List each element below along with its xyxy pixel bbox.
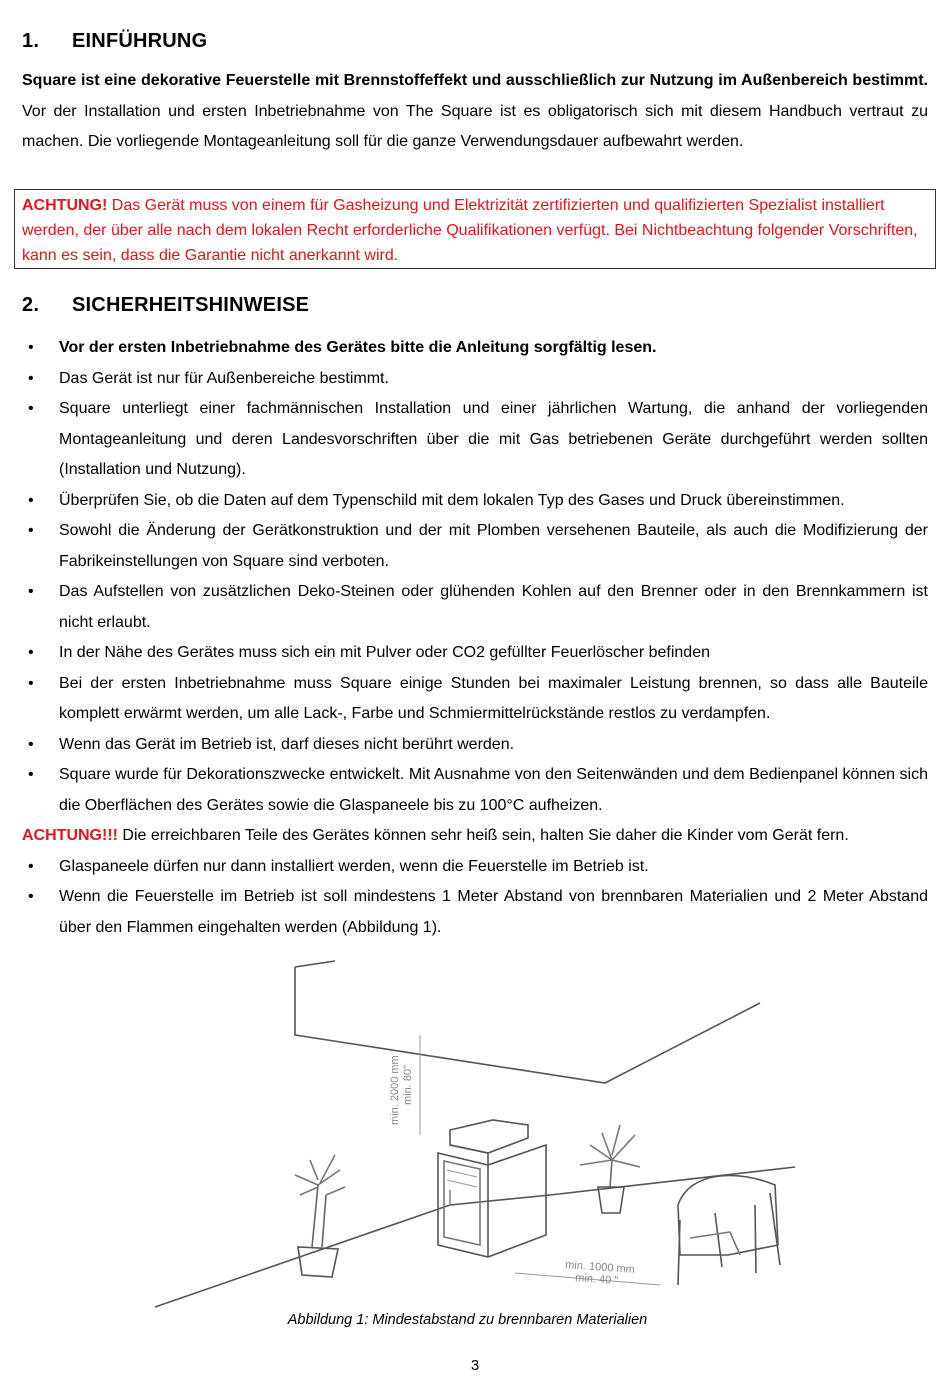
bullet-icon: • [28,766,34,783]
list-item: • Das Gerät ist nur für Außenbereiche bestimmt. [22,364,928,395]
list-item: • In der Nähe des Gerätes muss sich ein mit Pulver oder CO2 gefüllter Feuerlöscher befinden [22,638,928,669]
list-item: • Square wurde für Dekorationszwecke entwickelt. Mit Ausnahme von den Seitenwänden und dem Bedienpanel können sich die Oberflächen des Gerätes sowie die Glaspaneele bis zu 100°C aufheizen. [22,760,928,821]
warning-text: Das Gerät muss von einem für Gasheizung und Elektrizität zertifizierten und qualifizierten Spezialist installiert werden, der über alle nach dem lokalen Recht erforderliche Qualifikationen verfügt. Bei Nichtbeachtung folgender Vorschriften, kann es sein, dass die Garantie nicht anerkannt wird. [22,197,918,264]
bullet-icon: • [28,491,34,509]
vertical-dimension-mm: min. 2000 mm [389,1055,401,1125]
bullet-icon: • [28,888,34,905]
list-item: • Square unterliegt einer fachmännischen Installation und einer jährlichen Wartung, die anhand der vorliegenden Montageanleitung und deren Landesvorschriften über die mit Gas betriebenen Geräte durchgeführt werden sollten (Installation und Nutzung). [22,394,928,486]
list-item: • Das Aufstellen von zusätzlichen Deko-Steinen oder glühenden Kohlen auf den Brenner oder in den Brennkammern ist nicht erlaubt. [22,577,928,638]
safety-list [22,333,928,943]
section-2-heading [22,294,309,317]
list-item: • Sowohl die Änderung der Gerätkonstruktion und der mit Plomben versehenen Bauteile, als auch die Modifizierung der Fabrikeinstellungen von Square sind verboten. [22,516,928,577]
warning-label: ACHTUNG! [22,197,108,214]
list-item: • Glaspaneele dürfen nur dann installiert werden, wenn die Feuerstelle im Betrieb ist. [22,852,928,883]
warning2-label: ACHTUNG!!! [22,827,118,844]
horizontal-dimension-mm: min. 1000 mm [564,1259,636,1276]
warning-line [22,821,928,852]
vertical-dimension-in: min. 80" [402,1065,414,1105]
bullet-icon: • [28,857,34,875]
bullet-icon: • [28,339,34,356]
bullet-icon: • [28,583,34,600]
list-item: • Wenn die Feuerstelle im Betrieb ist soll mindestens 1 Meter Abstand von brennbaren Materialien und 2 Meter Abstand über den Flammen eingehalten werden (Abbildung 1). [22,882,928,943]
bullet-icon: • [28,644,34,661]
intro-bold-text: Square ist eine dekorative Feuerstelle mit Brennstoffeffekt und ausschließlich zur Nutzung im Außenbereich bestimmt. [22,72,928,89]
ceiling-lines [295,961,760,1083]
section-number: 2. [22,294,40,316]
list-item: • Wenn das Gerät im Betrieb ist, darf dieses nicht berührt werden. [22,730,928,761]
warning2-text: Die erreichbaren Teile des Gerätes können sehr heiß sein, halten Sie daher die Kinder vom Gerät fern. [117,827,849,844]
section-number: 1. [22,30,40,52]
left-plant-pot [298,1247,338,1277]
bullet-icon: • [28,400,34,417]
horizontal-dimension-in: min. 40 " [574,1272,619,1287]
bullet-icon: • [28,369,34,387]
section-title: EINFÜHRUNG [72,30,208,52]
section-title: SICHERHEITSHINWEISE [72,294,310,316]
right-plant-pot [598,1187,624,1213]
bullet-icon: • [28,735,34,753]
bullet-icon: • [28,522,34,539]
armchair [678,1193,780,1285]
section-1-heading [22,30,207,53]
list-item: • Bei der ersten Inbetriebnahme muss Square einige Stunden bei maximaler Leistung brennen, so dass alle Bauteile komplett erwärmt werden, um alle Lack-, Farbe und Schmiermittelrückstände restlos zu verdampfen. [22,669,928,730]
warning-text-block [22,193,928,268]
intro-text: Vor der Installation und ersten Inbetriebnahme von The Square ist es obligatorisch sich mit diesem Handbuch vertraut zu machen. Die vorliegende Montageanleitung soll für die ganze Verwendungsdauer aufbewahrt werden. [22,102,928,150]
page-number: 3 [470,1357,480,1374]
bullet-icon: • [28,674,34,692]
intro-paragraph [22,66,928,158]
clearance-illustration [150,955,930,1315]
list-item: • Überprüfen Sie, ob die Daten auf dem Typenschild mit dem lokalen Typ des Gases und Druck übereinstimmen. [22,486,928,517]
figure-caption: Abbildung 1: Mindestabstand zu brennbaren Materialien [287,1312,648,1328]
list-item: • Vor der ersten Inbetriebnahme des Gerätes bitte die Anleitung sorgfältig lesen. [22,333,928,364]
